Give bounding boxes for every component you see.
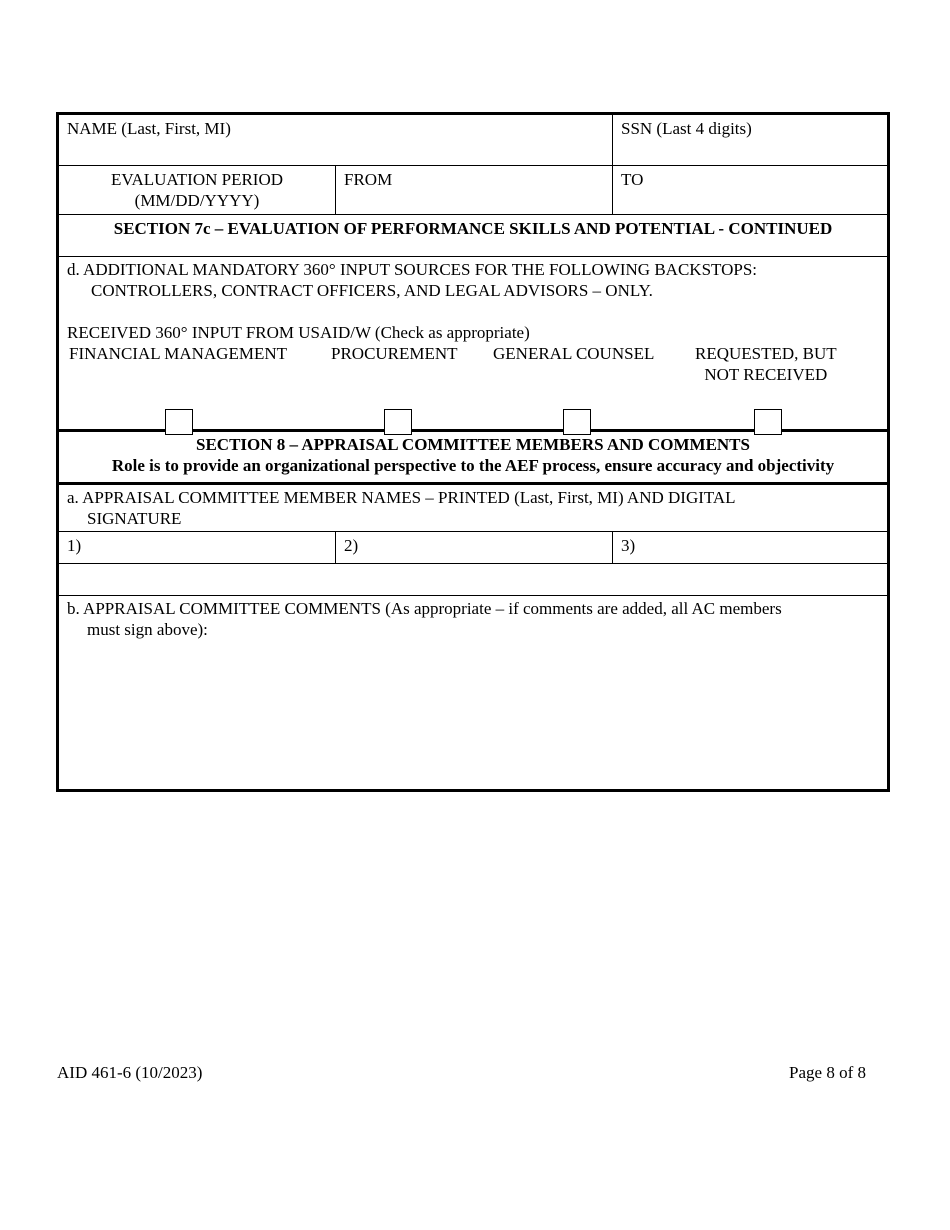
evaluation-form <box>56 112 890 792</box>
item-a-line1: a. APPRAISAL COMMITTEE MEMBER NAMES – PRINTED (Last, First, MI) AND DIGITAL <box>67 488 736 507</box>
section-8-title: SECTION 8 – APPRAISAL COMMITTEE MEMBERS AND COMMENTS <box>196 435 750 454</box>
requested-not-received-checkbox[interactable] <box>754 409 782 435</box>
name-ssn-row <box>59 115 887 166</box>
section-7c-header <box>59 215 887 257</box>
committee-members-row <box>59 532 887 564</box>
source-label-financial-management: FINANCIAL MANAGEMENT <box>69 344 287 363</box>
name-label: NAME (Last, First, MI) <box>67 119 231 138</box>
general-counsel-checkbox[interactable] <box>563 409 591 435</box>
to-label: TO <box>621 170 644 189</box>
section-8-item-a <box>59 485 887 532</box>
name-field[interactable] <box>59 115 613 165</box>
section-7c-title: SECTION 7c – EVALUATION OF PERFORMANCE SKILLS AND POTENTIAL - CONTINUED <box>113 219 833 238</box>
page-number: Page 8 of 8 <box>789 1063 866 1082</box>
source-label-general-counsel: GENERAL COUNSEL <box>493 344 655 363</box>
item-b-line1: b. APPRAISAL COMMITTEE COMMENTS (As appropriate – if comments are added, all AC members <box>67 599 782 618</box>
section-8-header <box>59 432 887 485</box>
from-label: FROM <box>344 170 393 189</box>
item-b-line2: must sign above): <box>87 620 208 639</box>
member-2-field[interactable]: 2) <box>336 532 613 563</box>
financial-management-checkbox[interactable] <box>165 409 193 435</box>
evaluation-period-row <box>59 166 887 215</box>
member-3-field[interactable]: 3) <box>621 536 636 555</box>
procurement-checkbox[interactable] <box>384 409 412 435</box>
signature-field[interactable] <box>59 564 887 596</box>
ssn-label: SSN (Last 4 digits) <box>621 119 752 138</box>
evaluation-period-label: EVALUATION PERIOD (MM/DD/YYYY) <box>59 166 336 214</box>
to-date-field[interactable] <box>613 166 887 214</box>
source-label-requested-not-received: REQUESTED, BUT NOT RECEIVED <box>695 344 837 384</box>
ssn-field[interactable] <box>613 115 887 165</box>
item-d-line1: d. ADDITIONAL MANDATORY 360° INPUT SOURCES FOR THE FOLLOWING BACKSTOPS: <box>67 260 758 279</box>
form-id: AID 461-6 (10/2023) <box>57 1063 203 1082</box>
section-7c-item-d <box>59 257 887 432</box>
received-input-label: RECEIVED 360° INPUT FROM USAID/W (Check as appropriate) <box>67 323 530 342</box>
member-1-field[interactable]: 1) <box>59 532 336 563</box>
section-8-item-b[interactable] <box>59 596 887 789</box>
input-sources <box>67 343 879 433</box>
from-date-field[interactable] <box>336 166 613 214</box>
item-a-line2: SIGNATURE <box>87 509 182 528</box>
section-8-subtitle: Role is to provide an organizational perspective to the AEF process, ensure accuracy and objectivity <box>111 456 835 475</box>
item-d-line2: CONTROLLERS, CONTRACT OFFICERS, AND LEGAL ADVISORS – ONLY. <box>91 281 653 300</box>
source-label-procurement: PROCUREMENT <box>331 344 458 363</box>
